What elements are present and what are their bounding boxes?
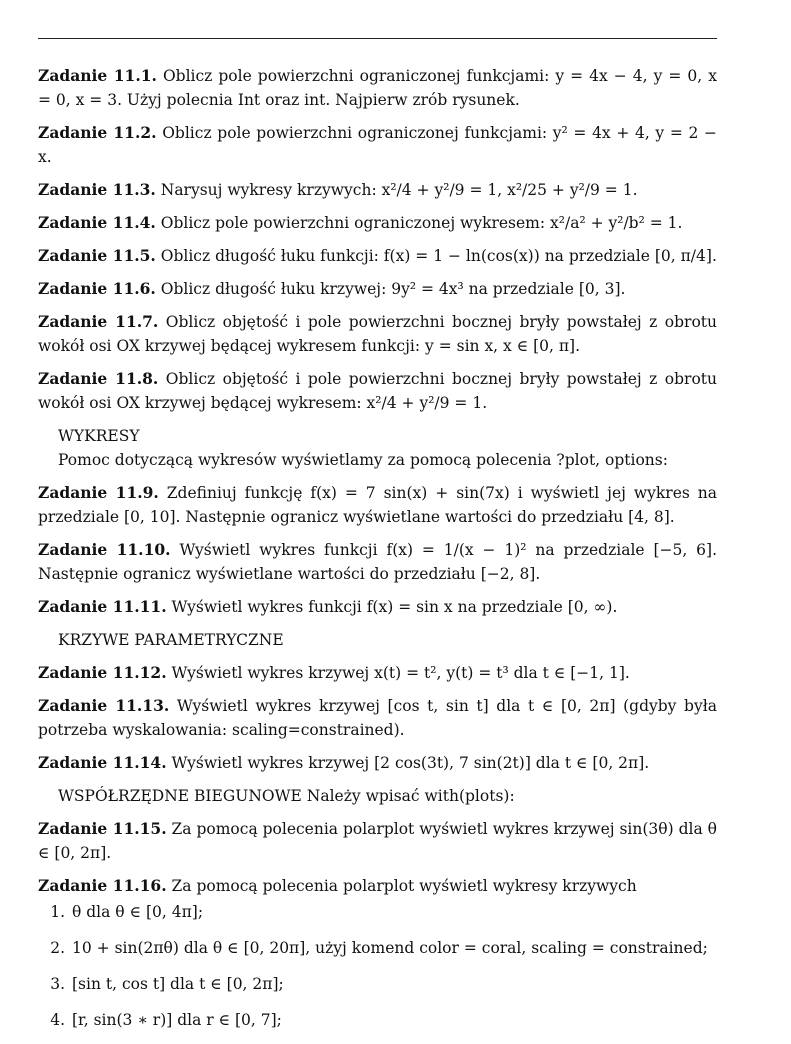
task-11-5 <box>38 244 717 268</box>
task-text: Oblicz pole powierzchni ograniczonej funkcjami: y² = 4x + 4, y = 2 − x. <box>38 124 717 166</box>
task-text: Wyświetl wykres krzywej [cos t, sin t] dla t ∈ [0, 2π] (gdyby była potrzeba wyskalowania: scaling=constrained). <box>38 697 717 739</box>
task-11-1 <box>38 64 717 112</box>
task-label: Zadanie 11.7. <box>38 312 159 331</box>
task-label: Zadanie 11.10. <box>38 540 171 559</box>
task-label: Zadanie 11.9. <box>38 483 159 502</box>
list-item: 4. [r, sin(3 ∗ r)] dla r ∈ [0, 7]; <box>70 1008 717 1032</box>
task-label: Zadanie 11.6. <box>38 279 156 298</box>
task-11-9 <box>38 481 717 529</box>
task-label: Zadanie 11.13. <box>38 696 170 715</box>
task-text: Oblicz objętość i pole powierzchni bocznej bryły powstałej z obrotu wokół osi OX krzywej będącej wykresem: x²/4 + y²/9 = 1. <box>38 370 717 412</box>
list-item: 3. [sin t, cos t] dla t ∈ [0, 2π]; <box>70 972 717 996</box>
section-note: Należy wpisać with(plots): <box>306 787 515 805</box>
section-wspolrzedne-biegunowe <box>58 784 717 808</box>
task-11-6 <box>38 277 717 301</box>
section-note: Pomoc dotyczącą wykresów wyświetlamy za pomocą polecenia ?plot, options: <box>58 451 668 469</box>
task-11-7 <box>38 310 717 358</box>
task-text: Wyświetl wykres funkcji f(x) = 1/(x − 1)² na przedziale [−5, 6]. Następnie ogranicz wyświetlane wartości do przedziału [−2, 8]. <box>38 541 717 583</box>
task-11-12 <box>38 661 717 685</box>
task-11-10 <box>38 538 717 586</box>
task-text: Wyświetl wykres funkcji f(x) = sin x na przedziale [0, ∞). <box>171 598 618 616</box>
task-label: Zadanie 11.11. <box>38 597 167 616</box>
task-text: Narysuj wykresy krzywych: x²/4 + y²/9 = 1, x²/25 + y²/9 = 1. <box>160 181 638 199</box>
task-label: Zadanie 11.5. <box>38 246 156 265</box>
task-label: Zadanie 11.12. <box>38 663 167 682</box>
task-label: Zadanie 11.3. <box>38 180 156 199</box>
list-item: 2. 10 + sin(2πθ) dla θ ∈ [0, 20π], użyj komend color = coral, scaling = constrained; <box>70 936 717 960</box>
task-label: Zadanie 11.15. <box>38 819 167 838</box>
task-11-8 <box>38 367 717 415</box>
task-text: Oblicz pole powierzchni ograniczonej funkcjami: y = 4x − 4, y = 0, x = 0, x = 3. Użyj polecnia Int oraz int. Najpierw zrób rysunek. <box>38 67 717 109</box>
list-item: 1. θ dla θ ∈ [0, 4π]; <box>70 900 717 924</box>
subitem-list <box>38 900 717 1032</box>
task-text: Zdefiniuj funkcję f(x) = 7 sin(x) + sin(7x) i wyświetl jej wykres na przedziale [0, 10]. Następnie ogranicz wyświetlane wartości do przedziału [4, 8]. <box>38 484 717 526</box>
task-label: Zadanie 11.4. <box>38 213 156 232</box>
section-title: WSPÓŁRZĘDNE BIEGUNOWE <box>58 787 302 805</box>
task-text: Oblicz długość łuku krzywej: 9y² = 4x³ na przedziale [0, 3]. <box>160 280 626 298</box>
task-11-16 <box>38 874 717 1032</box>
section-krzywe-parametryczne <box>58 628 717 652</box>
section-title: KRZYWE PARAMETRYCZNE <box>58 631 284 649</box>
task-text: Oblicz objętość i pole powierzchni bocznej bryły powstałej z obrotu wokół osi OX krzywej będącej wykresem funkcji: y = sin x, x ∈ [0, π]. <box>38 313 717 355</box>
task-text: Oblicz długość łuku funkcji: f(x) = 1 − ln(cos(x)) na przedziale [0, π/4]. <box>160 247 717 265</box>
top-rule <box>38 38 717 39</box>
task-11-15 <box>38 817 717 865</box>
task-label: Zadanie 11.1. <box>38 66 157 85</box>
task-11-11 <box>38 595 717 619</box>
task-text: Wyświetl wykres krzywej [2 cos(3t), 7 sin(2t)] dla t ∈ [0, 2π]. <box>171 754 650 772</box>
task-11-13 <box>38 694 717 742</box>
task-text: Oblicz pole powierzchni ograniczonej wykresem: x²/a² + y²/b² = 1. <box>160 214 683 232</box>
task-label: Zadanie 11.14. <box>38 753 167 772</box>
task-text: Za pomocą polecenia polarplot wyświetl wykres krzywej sin(3θ) dla θ ∈ [0, 2π]. <box>38 820 717 862</box>
task-11-3 <box>38 178 717 202</box>
task-label: Zadanie 11.16. <box>38 876 167 895</box>
task-label: Zadanie 11.2. <box>38 123 157 142</box>
task-11-4 <box>38 211 717 235</box>
task-text: Za pomocą polecenia polarplot wyświetl wykresy krzywych <box>171 877 637 895</box>
document-body <box>38 64 717 1044</box>
section-title: WYKRESY <box>58 427 140 445</box>
task-text: Wyświetl wykres krzywej x(t) = t², y(t) = t³ dla t ∈ [−1, 1]. <box>171 664 630 682</box>
task-11-14 <box>38 751 717 775</box>
task-11-2 <box>38 121 717 169</box>
section-wykresy <box>58 424 717 472</box>
task-label: Zadanie 11.8. <box>38 369 159 388</box>
